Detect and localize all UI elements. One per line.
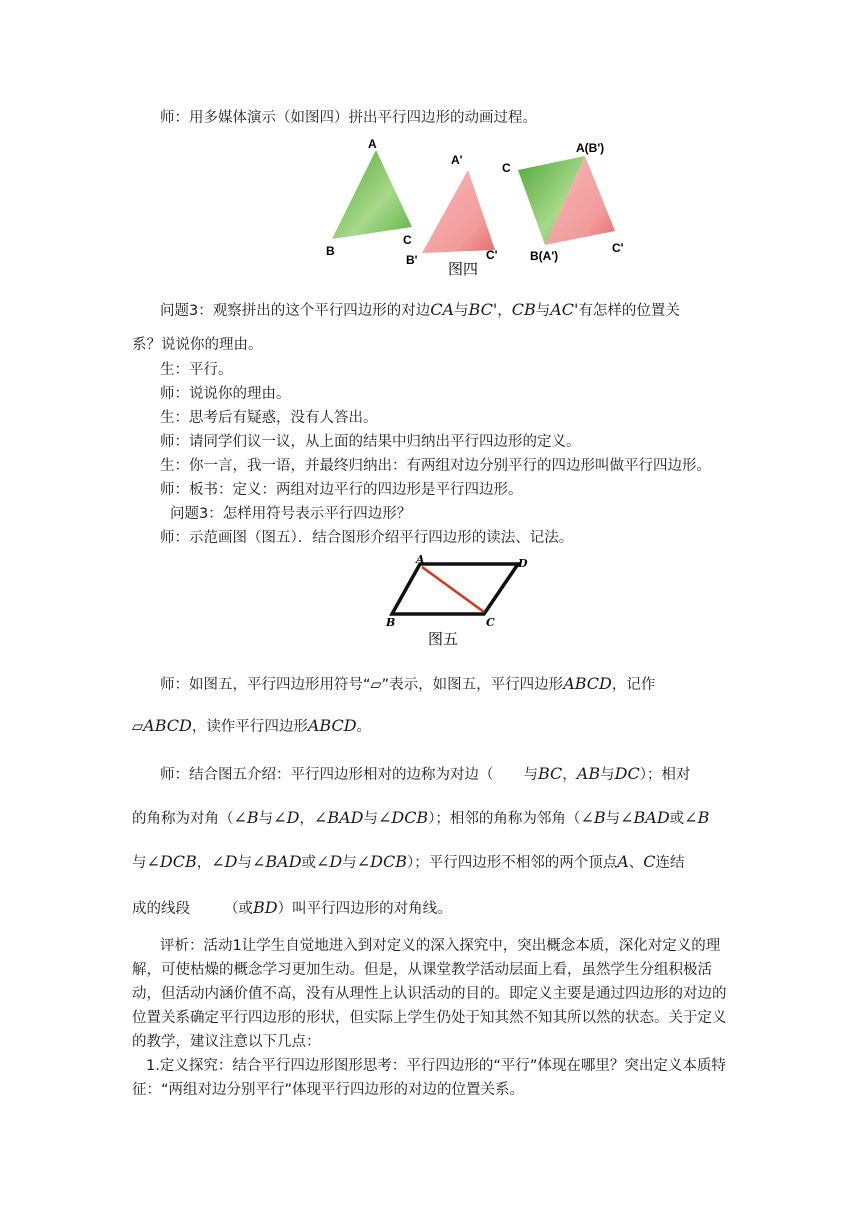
text: 与 bbox=[363, 811, 378, 827]
text: 或 bbox=[669, 811, 685, 827]
text: 与 bbox=[523, 767, 538, 783]
text: 与 bbox=[605, 811, 621, 827]
parallelogram-abcd bbox=[392, 564, 518, 614]
math-angle: ∠BAD bbox=[620, 808, 670, 827]
math-abcd: ABCD bbox=[563, 674, 612, 693]
dialog-line: 师：请同学们议一议，从上面的结果中归纳出平行四边形的定义。 bbox=[160, 434, 581, 450]
symbol-line1 bbox=[160, 674, 655, 695]
math-abcd: ABCD bbox=[143, 716, 192, 735]
text: 、 bbox=[628, 855, 644, 871]
math-bc: BC bbox=[538, 764, 563, 783]
text: 与 bbox=[132, 855, 147, 871]
math-bc-prime: BC' bbox=[468, 300, 498, 319]
figure-4-caption: 图四 bbox=[448, 260, 479, 278]
text: ”表示，如图五，平行四边形 bbox=[381, 677, 564, 693]
math-point: C bbox=[643, 852, 656, 871]
figure-5 bbox=[382, 552, 542, 652]
math-ab: AB bbox=[576, 764, 601, 783]
label-a: A bbox=[416, 553, 425, 566]
triangle-abc bbox=[332, 150, 412, 239]
text: 连结 bbox=[655, 855, 685, 871]
math-angle: ∠DCB bbox=[377, 808, 429, 827]
math-angle: ∠BAD bbox=[313, 808, 364, 827]
label-a: A bbox=[368, 137, 377, 151]
math-bd: BD bbox=[253, 898, 278, 917]
dialog-line: 生：你一言，我一语，并最终归纳出：有两组对边分别平行的四边形叫做平行四边形。 bbox=[160, 458, 711, 474]
text: ）；相对 bbox=[639, 767, 691, 783]
text: ， bbox=[562, 767, 577, 783]
text: ）；平行四边形不相邻的两个顶点 bbox=[406, 855, 618, 871]
question-3-line2: 系？说说你的理由。 bbox=[132, 337, 263, 353]
math-angle: ∠DCB bbox=[356, 852, 407, 871]
dialog-line: 师：板书：定义：两组对边平行的四边形是平行四边形。 bbox=[160, 482, 523, 498]
dialog-line: 师：说说你的理由。 bbox=[160, 386, 291, 402]
text: 。 bbox=[356, 719, 372, 735]
dialog-line: 师：示范画图（图五）．结合图形介绍平行四边形的读法、记法。 bbox=[160, 530, 574, 546]
label-b: B bbox=[326, 244, 335, 258]
label-c-prime-right: C' bbox=[612, 241, 624, 255]
label-c: C bbox=[486, 616, 495, 629]
paragraph-intro: 师：用多媒体演示（如图四）拼出平行四边形的动画过程。 bbox=[160, 110, 537, 126]
text: 与 bbox=[342, 855, 357, 871]
math-angle: ∠B bbox=[684, 808, 710, 827]
math-ca: CA bbox=[430, 300, 455, 319]
text: 与 bbox=[258, 811, 274, 827]
triangle-a-prime bbox=[422, 170, 495, 253]
math-angle: ∠B bbox=[233, 808, 259, 827]
label-a-b-prime: A(B') bbox=[576, 141, 605, 155]
text: ，记作 bbox=[611, 677, 656, 693]
text: 的角称为对角（ bbox=[132, 811, 234, 827]
text: ， bbox=[299, 811, 314, 827]
label-b-a-prime: B(A') bbox=[530, 249, 559, 263]
text: ，读作平行四边形 bbox=[191, 719, 308, 735]
figure-4 bbox=[318, 134, 638, 282]
label-a-prime: A' bbox=[451, 153, 463, 167]
label-c-prime: C' bbox=[486, 248, 498, 262]
q3-sep: ， bbox=[497, 303, 512, 319]
intro-line3 bbox=[132, 852, 685, 873]
figure-5-caption: 图五 bbox=[428, 630, 459, 648]
label-b-prime: B' bbox=[406, 253, 418, 267]
text: （或 bbox=[224, 901, 253, 917]
q3-word-2: 与 bbox=[535, 303, 551, 319]
text: 或 bbox=[301, 855, 317, 871]
math-angle: ∠BAD bbox=[251, 852, 302, 871]
q3-word-1: 与 bbox=[454, 303, 469, 319]
intro-line1 bbox=[160, 764, 690, 785]
text: ， bbox=[196, 855, 212, 871]
text: 成的线段 bbox=[132, 901, 190, 917]
math-cb: CB bbox=[511, 300, 536, 319]
math-angle: ∠B bbox=[580, 808, 606, 827]
label-d: D bbox=[518, 557, 528, 570]
question-3-line1 bbox=[160, 300, 680, 321]
intro-line4 bbox=[132, 898, 452, 919]
math-point: A bbox=[617, 852, 629, 871]
text: ）叫平行四边形的对角线。 bbox=[277, 901, 452, 917]
parallelogram-symbol: ▱ bbox=[370, 677, 382, 693]
dialog-line: 生：平行。 bbox=[160, 362, 233, 378]
q3-text-1: 问题3：观察拼出的这个平行四边形的对边 bbox=[160, 303, 431, 319]
text: 师：如图五，平行四边形用符号“ bbox=[160, 677, 371, 693]
parallelogram-symbol: ▱ bbox=[132, 719, 144, 735]
text: 与 bbox=[237, 855, 252, 871]
math-angle: ∠D bbox=[273, 808, 300, 827]
math-abcd: ABCD bbox=[307, 716, 357, 735]
label-c-left: C bbox=[502, 161, 511, 175]
text: ）；相邻的角称为邻角（ bbox=[428, 811, 581, 827]
point-1-paragraph: 1.定义探究：结合平行四边形图形思考：平行四边形的“平行”体现在哪里？突出定义本质特征：“两组对边分别平行”体现平行四边形的对边的位置关系。 bbox=[132, 1058, 726, 1098]
math-angle: ∠D bbox=[211, 852, 238, 871]
dialog-line: 问题3：怎样用符号表示平行四边形？ bbox=[170, 506, 412, 522]
intro-line2 bbox=[132, 808, 709, 829]
math-angle: ∠DCB bbox=[146, 852, 197, 871]
math-angle: ∠D bbox=[316, 852, 343, 871]
label-b: B bbox=[386, 616, 396, 629]
symbol-line2 bbox=[132, 716, 371, 737]
math-ac-prime: AC' bbox=[550, 300, 579, 319]
text: 与 bbox=[600, 767, 615, 783]
text: 师：结合图五介绍：平行四边形相对的边称为对边（ bbox=[160, 767, 494, 783]
dialog-line: 生：思考后有疑惑，没有人答出。 bbox=[160, 410, 378, 426]
evaluation-paragraph: 评析：活动1让学生自觉地进入到对定义的深入探究中，突出概念本质，深化对定义的理解，可使枯燥的概念学习更加生动。但是，从课堂教学活动层面上看，虽然学生分组积极活动，但活动内涵价值不高，没有从理性上认识活动的目的。即定义主要是通过四边形的对边的位置关系确定平行四边形的形状，但实际上学生仍处于知其然不知其所以然的状态。关于定义的教学，建议注意以下几点： bbox=[132, 938, 727, 1050]
q3-text-2: 有怎样的位置关 bbox=[578, 303, 680, 319]
diagonal-ac bbox=[422, 567, 484, 612]
label-c: C bbox=[403, 233, 412, 247]
math-dc: DC bbox=[614, 764, 640, 783]
